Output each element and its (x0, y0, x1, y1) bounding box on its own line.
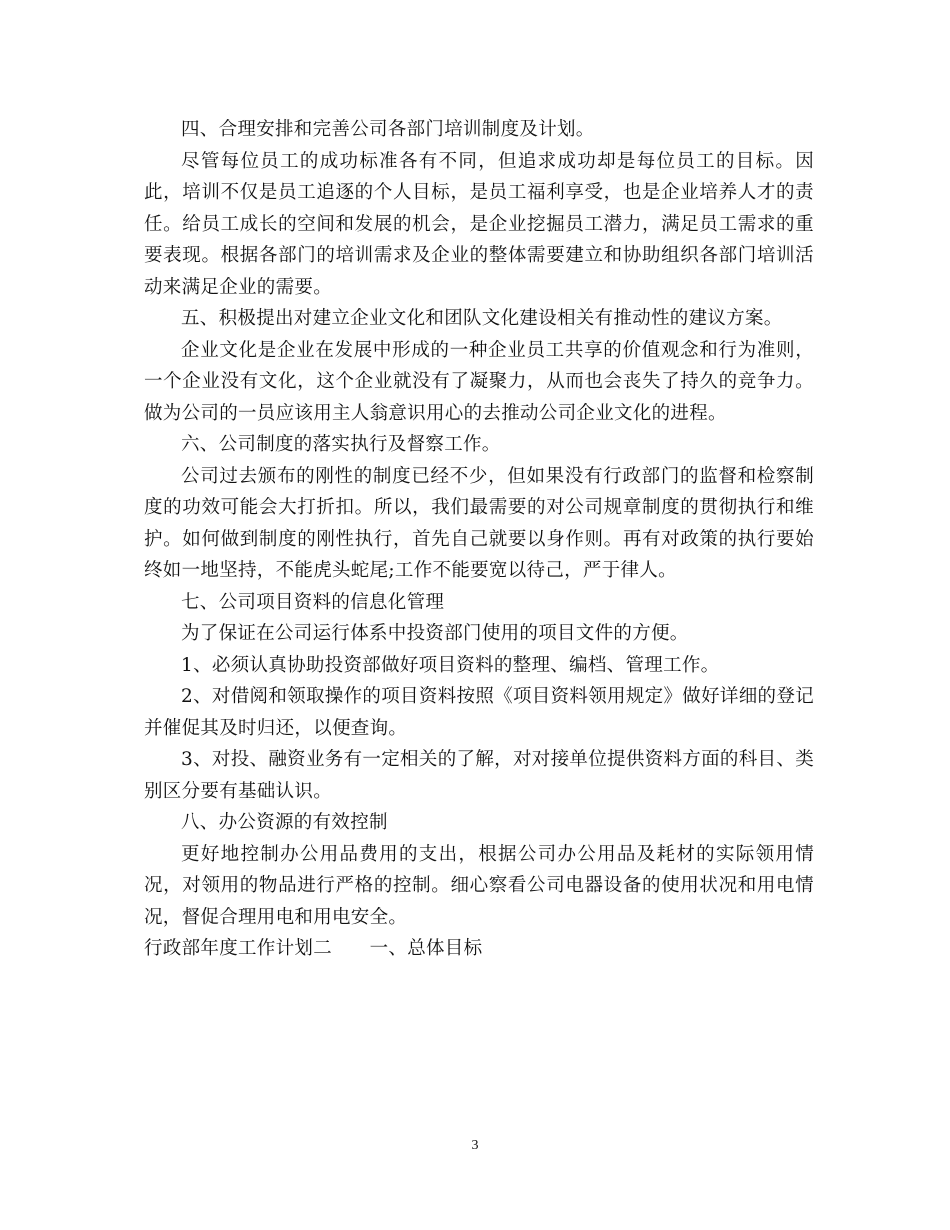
section-heading-culture: 五、积极提出对建立企业文化和团队文化建设相关有推动性的建议方案。 (181, 308, 783, 329)
paragraph-project-docs: 为了保证在公司运行体系中投资部门使用的项目文件的方便。 (181, 623, 689, 644)
list-item-2: 2、对借阅和领取操作的项目资料按照《项目资料领用规定》做好详细的登记并催促其及时归还，以便查询。 (144, 686, 814, 739)
paragraph-culture: 企业文化是企业在发展中形成的一种企业员工共享的价值观念和行为准则，一个企业没有文化，这个企业就没有了凝聚力，从而也会丧失了持久的竞争力。做为公司的一员应该用主人翁意识用心的去推动公司企业文化的进程。 (144, 339, 814, 424)
section-heading-regulation: 六、公司制度的落实执行及督察工作。 (181, 434, 501, 455)
paragraph-training: 尽管每位员工的成功标准各有不同，但追求成功却是每位员工的目标。因此，培训不仅是员工追逐的个人目标，是员工福利享受，也是企业培养人才的责任。给员工成长的空间和发展的机会，是企业挖掘员工潜力，满足员工需求的重要表现。根据各部门的培训需求及企业的整体需要建立和协助组织各部门培训活动来满足企业的需要。 (144, 150, 814, 298)
list-item-1: 1、必须认真协助投资部做好项目资料的整理、编档、管理工作。 (181, 654, 720, 676)
next-plan-heading: 行政部年度工作计划二 一、总体目标 (144, 938, 483, 959)
section-heading-project-docs: 七、公司项目资料的信息化管理 (181, 591, 445, 613)
paragraph-office-resources: 更好地控制办公用品费用的支出，根据公司办公用品及耗材的实际领用情况，对领用的物品进行严格的控制。细心察看公司电器设备的使用状况和用电情况，督促合理用电和用电安全。 (144, 843, 814, 928)
list-item-3: 3、对投、融资业务有一定相关的了解，对对接单位提供资料方面的科目、类别区分要有基础认识。 (144, 749, 814, 802)
section-heading-training: 四、合理安排和完善公司各部门培训制度及计划。 (181, 119, 595, 140)
section-heading-office-resources: 八、办公资源的有效控制 (181, 812, 388, 833)
page-number: 3 (471, 1138, 479, 1153)
document-body (144, 114, 814, 965)
paragraph-regulation: 公司过去颁布的刚性的制度已经不少，但如果没有行政部门的监督和检察制度的功效可能会大打折扣。所以，我们最需要的对公司规章制度的贯彻执行和维护。如何做到制度的刚性执行，首先自己就要以身作则。再有对政策的执行要始终如一地坚持，不能虎头蛇尾;工作不能要宽以待己，严于律人。 (144, 465, 814, 581)
